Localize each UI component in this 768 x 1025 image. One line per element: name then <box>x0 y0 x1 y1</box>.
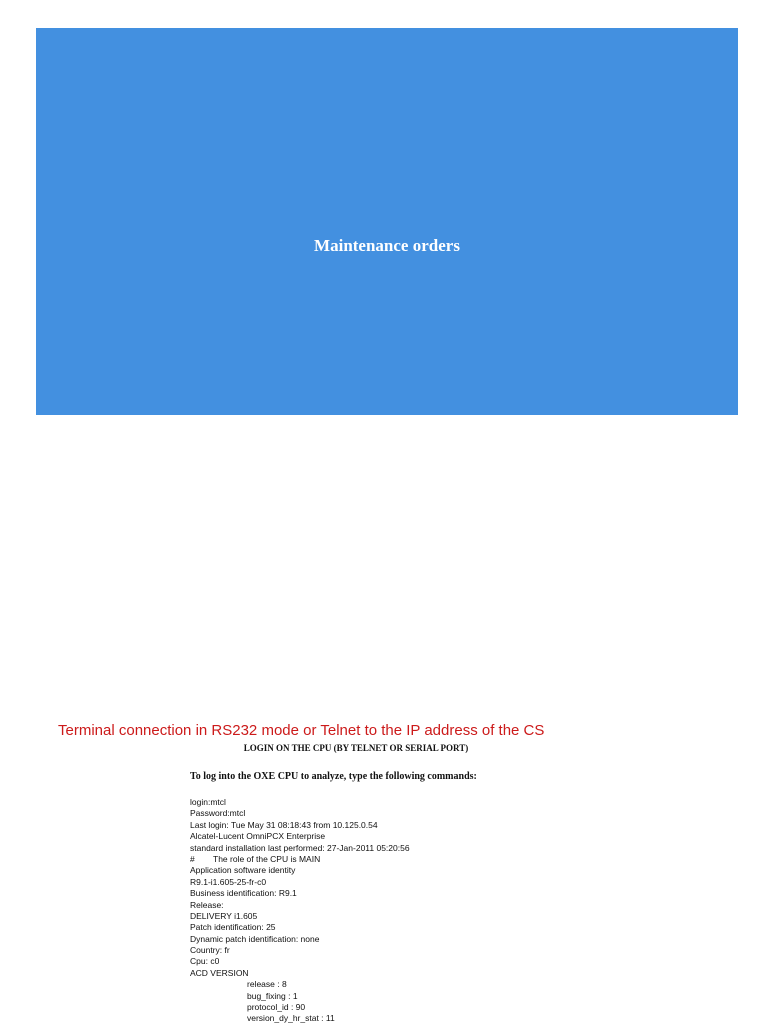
section-heading: Terminal connection in RS232 mode or Telnet to the IP address of the CS <box>58 722 545 739</box>
terminal-line: DELIVERY i1.605 <box>190 910 258 921</box>
terminal-line: Application software identity <box>190 865 296 876</box>
terminal-line: Password:mtcl <box>190 808 246 819</box>
document-title: LOGIN ON THE CPU (BY TELNET OR SERIAL PORT) <box>243 743 469 753</box>
terminal-line: Release: <box>190 899 224 910</box>
terminal-line: Business identification: R9.1 <box>190 888 297 899</box>
terminal-line: protocol_id : 90 <box>247 1002 306 1013</box>
terminal-line: release : 8 <box>247 979 287 990</box>
terminal-output <box>190 797 410 1025</box>
terminal-line: Last login: Tue May 31 08:18:43 from 10.125.0.54 <box>190 819 378 830</box>
slide-title: Maintenance orders <box>314 236 460 255</box>
terminal-line: Country: fr <box>190 945 230 956</box>
terminal-line: ACD VERSION <box>190 967 249 978</box>
terminal-line: login:mtcl <box>190 797 226 807</box>
terminal-line-text: The role of the CPU is MAIN <box>213 853 321 864</box>
document-instruction: To log into the OXE CPU to analyze, type the following commands: <box>190 771 477 782</box>
terminal-line: Alcatel-Lucent OmniPCX Enterprise <box>190 831 326 842</box>
title-slide <box>36 28 738 415</box>
terminal-line: version_dy_hr_stat : 11 <box>247 1013 335 1024</box>
terminal-line: Dynamic patch identification: none <box>190 933 320 944</box>
terminal-line: bug_fixing : 1 <box>247 990 298 1001</box>
terminal-line: Cpu: c0 <box>190 956 220 967</box>
terminal-line: R9.1-i1.605-25-fr-c0 <box>190 876 267 887</box>
terminal-line-cpu-role <box>190 854 410 865</box>
terminal-line: standard installation last performed: 27-Jan-2011 05:20:56 <box>190 842 410 853</box>
terminal-line: Patch identification: 25 <box>190 922 276 933</box>
prompt-hash: # <box>190 853 195 864</box>
